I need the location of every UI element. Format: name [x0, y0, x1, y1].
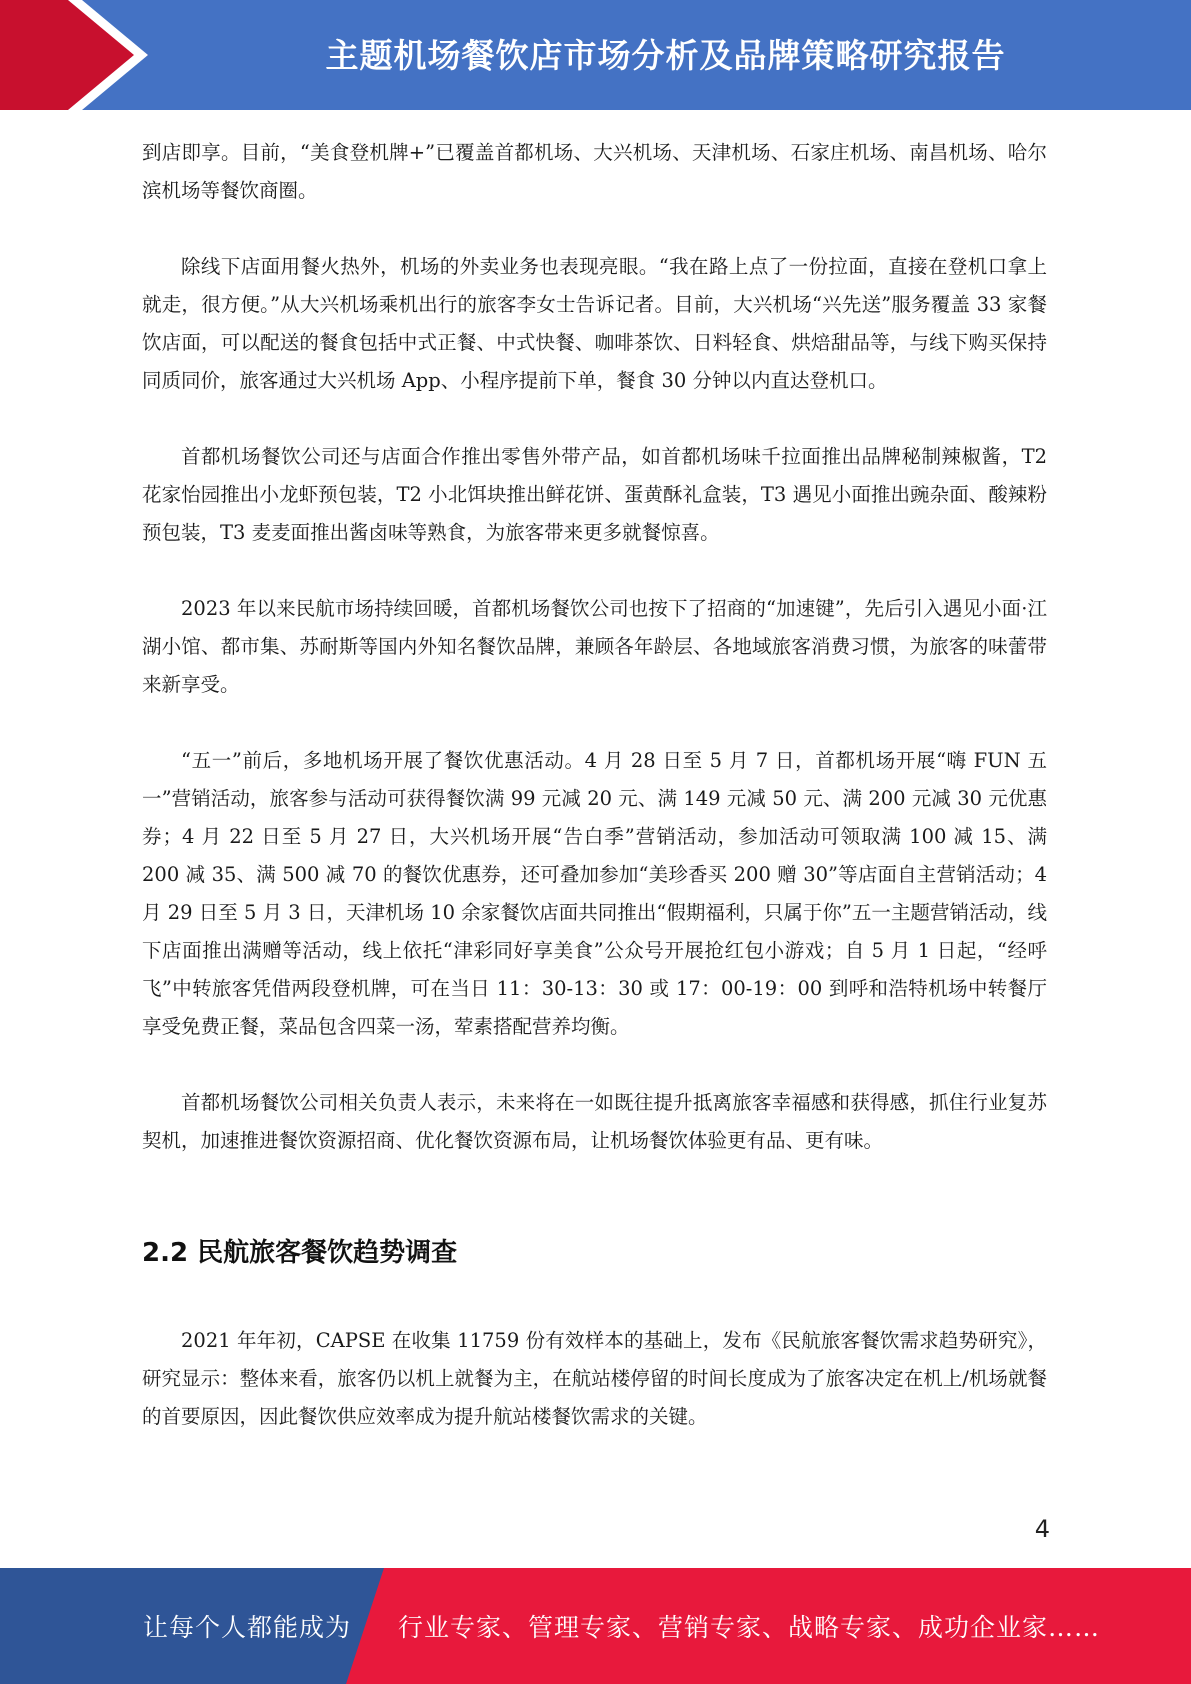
body-paragraph: 2023 年以来民航市场持续回暖，首都机场餐饮公司也按下了招商的“加速键”，先后引入遇见小面·江湖小馆、都市集、苏耐斯等国内外知名餐饮品牌，兼顾各年龄层、各地域旅客消费习惯，为旅客的味蕾带来新享受。 [142, 597, 1047, 696]
body-paragraph: 除线下店面用餐火热外，机场的外卖业务也表现亮眼。“我在路上点了一份拉面，直接在登机口拿上就走，很方便。”从大兴机场乘机出行的旅客李女士告诉记者。目前，大兴机场“兴先送”服务覆盖 33 家餐饮店面，可以配送的餐食包括中式正餐、中式快餐、咖啡茶饮、日料轻食、烘焙甜品等，与线下购买保持同质同价，旅客通过大兴机场 App、小程序提前下单，餐食 30 分钟以内直达登机口。 [142, 255, 1047, 392]
header-arrow-decoration [0, 0, 160, 110]
page-number: 4 [1034, 1515, 1050, 1543]
body-paragraph: 首都机场餐饮公司相关负责人表示，未来将在一如既往提升抵离旅客幸福感和获得感，抓住行业复苏契机，加速推进餐饮资源招商、优化餐饮资源布局，让机场餐饮体验更有品、更有味。 [142, 1091, 1047, 1152]
section-heading: 2.2 民航旅客餐饮趋势调查 [142, 1238, 458, 1268]
body-paragraph: “五一”前后，多地机场开展了餐饮优惠活动。4 月 28 日至 5 月 7 日，首都机场开展“嗨 FUN 五一”营销活动，旅客参与活动可获得餐饮满 99 元减 20 元、满 149 元减 50 元、满 200 元减 30 元优惠券；4 月 22 日至 5 月 27 日，大兴机场开展“告白季”营销活动，参加活动可领取满 100 减 15、满 200 减 35、满 500 减 70 的餐饮优惠券，还可叠加参加“美珍香买 200 赠 30”等店面自主营销活动；4 月 29 日至 5 月 3 日，天津机场 10 余家餐饮店面共同推出“假期福利，只属于你”五一主题营销活动，线下店面推出满赠等活动，线上依托“津彩同好享美食”公众号开展抢红包小游戏；自 5 月 1 日起，“经呼飞”中转旅客凭借两段登机牌，可在当日 11：30-13：30 或 17：00-19：00 到呼和浩特机场中转餐厅享受免费正餐，菜品包含四菜一汤，荤素搭配营养均衡。 [142, 749, 1047, 1038]
body-paragraph: 2021 年年初，CAPSE 在收集 11759 份有效样本的基础上，发布《民航旅客餐饮需求趋势研究》，研究显示：整体来看，旅客仍以机上就餐为主，在航站楼停留的时间长度成为了旅客决定在机上/机场就餐的首要原因，因此餐饮供应效率成为提升航站楼餐饮需求的关键。 [142, 1329, 1047, 1428]
page-footer [0, 1568, 1191, 1684]
body-paragraph: 首都机场餐饮公司还与店面合作推出零售外带产品，如首都机场味千拉面推出品牌秘制辣椒酱，T2 花家怡园推出小龙虾预包装，T2 小北饵块推出鲜花饼、蛋黄酥礼盒装，T3 遇见小面推出豌杂面、酸辣粉预包装，T3 麦麦面推出酱卤味等熟食，为旅客带来更多就餐惊喜。 [142, 445, 1047, 544]
document-title: 主题机场餐饮店市场分析及品牌策略研究报告 [325, 35, 1006, 75]
document-body [142, 134, 1047, 1436]
footer-slogan-right: 行业专家、管理专家、营销专家、战略专家、成功企业家…… [398, 1613, 1101, 1642]
body-paragraph: 到店即享。目前，“美食登机牌+”已覆盖首都机场、大兴机场、天津机场、石家庄机场、南昌机场、哈尔滨机场等餐饮商圈。 [142, 141, 1047, 202]
footer-slogan-left: 让每个人都能成为 [143, 1613, 352, 1642]
page-header [0, 0, 1191, 110]
